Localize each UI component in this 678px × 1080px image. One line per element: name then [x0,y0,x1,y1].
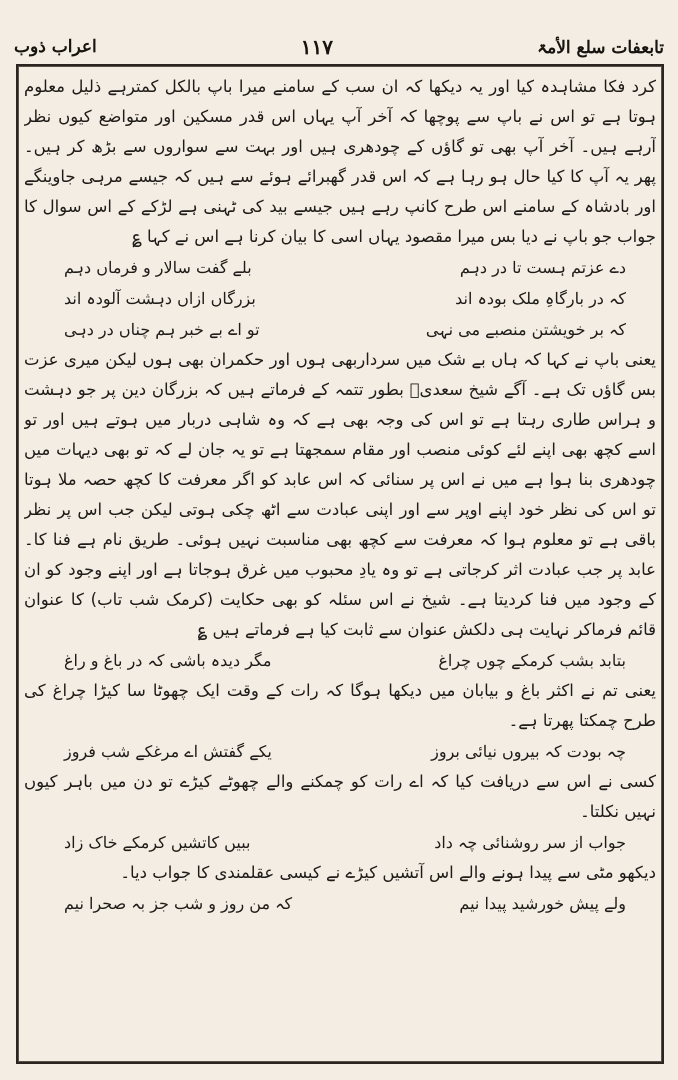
verse-hemistich: یکے گفتش اے مرغکے شب فروز [64,742,272,761]
verse-couplet [64,645,626,676]
verse-couplet [64,888,626,919]
verse-couplet [64,283,626,314]
verse-hemistich: کہ بر خویشتن منصبے می نہی [425,320,626,339]
paragraph: دیکھو مٹی سے پیدا ہونے والے اس آتشیں کیڑے نے کیسی عقلمندی کا جواب دیا۔ [120,863,656,882]
verse-hemistich: بزرگاں ازاں دہشت آلودہ اند [64,289,256,308]
paragraph: یعنی باپ نے کہا کہ ہاں بے شک میں سرداربھی ہوں اور حکمران بھی ہوں لیکن میری عزت بس گاؤں تک ہے۔ آگے شیخ سعدیؒ بطور تتمہ کے فرماتے ہیں کہ بزرگان دین پر جو دہشت و ہراس طاری رہتا ہے تو اس کی وجہ بھی ہے کہ وہ شاہی دربار میں ہوتے ہیں اور تو اسے کچھ بھی اپنے لئے کوئی منصب اور مقام سمجھتا ہے تو یہ جان لے کہ تو بھی دیہات میں چودھری بنا ہوا ہے میں نے اس پر سنائی کہ اس عابد کو اگر معرفت کا کچھ حصہ ملا ہوتا تو اس کی نظر خود اپنے اوپر سے اور اپنی عبادت سے اٹھ چکی ہوتی لیکن جب اس پر نظر باقی ہے تو معلوم ہوا کہ معرفت سے کچھ بھی مناسبت نہیں ہوئی۔ طریق نام ہے فنا کا۔ عابد پر جب عبادت اثر کرجاتی ہے تو وہ یادِ محبوب میں غرق ہوجاتا ہے اور اپنے وجود کو ان کے وجود میں فنا کردیتا ہے۔ شیخ نے اس سئلہ کو بھی حکایت (کرمک شب تاب) کا عنوان قائم فرماکر نہایت ہی دلکش عنوان سے ثابت کیا ہے فرماتے ہیں ؏ [24,350,656,639]
verse-hemistich: بلے گفت سالار و فرماں دہم [64,258,252,277]
verse-couplet [64,736,626,767]
verse-hemistich: ولے پیش خورشید پیدا نیم [459,894,626,913]
verse-hemistich: کہ در بارگاہِ ملک بودہ اند [455,289,626,308]
paragraph: یعنی تم نے اکثر باغ و بیابان میں دیکھا ہوگا کہ رات کے وقت ایک چھوٹا سا کیڑا چراغ کی طرح چمکتا پھرتا ہے۔ [24,681,656,730]
page-body [24,72,656,1058]
paragraph: کسی نے اس سے دریافت کیا کہ اے رات کو چمکنے والے چھوٹے کیڑے تو دن میں باہر کیوں نہیں نکلتا۔ [24,772,656,821]
book-title: تابعفات سلع الأمۃ [537,37,664,58]
verse-hemistich: مگر دیدہ باشی کہ در باغ و راغ [64,651,272,670]
verse-couplet [64,827,626,858]
page-number: ۱۱۷ [300,35,334,59]
page-header [14,30,664,64]
paragraph: کرد فکا مشاہدہ کیا اور یہ دیکھا کہ ان سب کے سامنے میرا باپ بالکل کمترہے ذلیل معلوم ہوتا ہے تو اس نے باپ سے پوچھا کہ آخر آپ یہاں اس قدر مسکین اور متواضع کیوں نظر آرہے ہیں۔ آخر آپ بھی تو گاؤں کے چودھری ہیں اور بہت سے سواروں سے بڑھ کر ہیں۔ پھر یہ آپ کا کیا حال ہو رہا ہے کہ اس قدر گھبرائے ہوئے سے ہیں کہ جیسے مرہی جاوینگے اور بادشاہ کے سامنے اس طرح کانپ رہے ہیں جیسے بید کی ٹہنی ہے لڑکے کے اس سوال کا جواب جو باپ نے دیا بس میرا مقصود یہاں اسی کا بیان کرنا ہے اس نے کہا ؏ [24,77,656,246]
verse-couplet [64,252,626,283]
verse-hemistich: بتابد بشب کرمکے چوں چراغ [438,651,626,670]
verse-hemistich: دے عزتم ہست تا در دہم [459,258,626,277]
verse-hemistich: ببیں کاتشیں کرمکے خاک زاد [64,833,251,852]
verse-hemistich: تو اے بے خبر ہم چناں در دہی [64,320,260,339]
section-title: اعراب ذوب [14,37,97,57]
verse-hemistich: جواب از سر روشنائی چہ داد [434,833,626,852]
verse-hemistich: کہ من روز و شب جز بہ صحرا نیم [64,894,293,913]
verse-couplet [64,314,626,345]
verse-hemistich: چہ بودت کہ بیروں نیائی بروز [431,742,626,761]
